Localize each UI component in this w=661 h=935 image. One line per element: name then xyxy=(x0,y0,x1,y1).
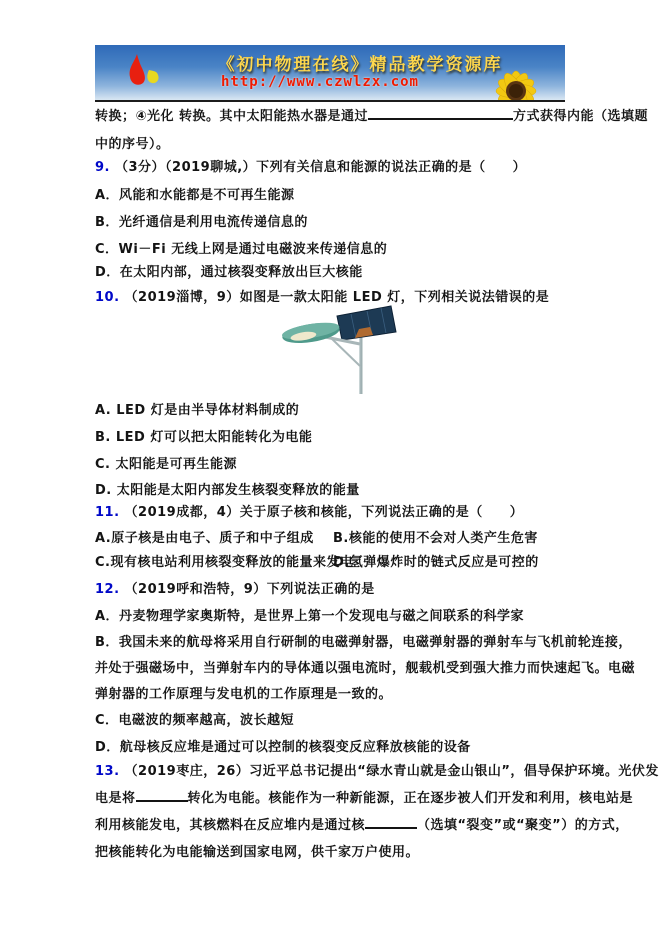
question-12-number: 12. xyxy=(95,582,120,597)
banner-title: 《初中物理在线》精品教学资源库 xyxy=(217,55,503,75)
intro-line-1-tail: 方式获得内能（选填题 xyxy=(513,109,649,124)
question-13-number: 13. xyxy=(95,764,120,779)
question-11-option-d: D.氢弹爆炸时的链式反应是可控的 xyxy=(333,555,539,570)
question-13-line-4: 把核能转化为电能输送到国家电网，供千家万户使用。 xyxy=(95,845,420,860)
question-11-option-a: A.原子核是由电子、质子和中子组成 xyxy=(95,531,314,546)
question-9-stem xyxy=(95,156,526,175)
question-11-text: （2019成都，4）关于原子核和核能，下列说法正确的是（ ） xyxy=(124,505,524,520)
question-11-number: 11. xyxy=(95,505,120,520)
question-10-option-b: B. LED 灯可以把太阳能转化为电能 xyxy=(95,430,313,445)
question-9-text: （3分）（2019聊城,）下列有关信息和能源的说法正确的是（ ） xyxy=(114,160,527,175)
question-13-line-2-text: 电是将 xyxy=(95,791,136,806)
question-13-line-2-tail: 转化为电能。核能作为一种新能源，正在逐步被人们开发和利用，核电站是 xyxy=(187,791,634,806)
question-13-line-3-text: 利用核能发电，其核燃料在反应堆内是通过核 xyxy=(95,818,366,833)
fill-in-blank xyxy=(365,817,417,829)
question-12-option-b-line-1: B．我国未来的航母将采用自行研制的电磁弹射器，电磁弹射器的弹射车与飞机前轮连接， xyxy=(95,635,632,650)
fill-in-blank xyxy=(136,790,188,802)
question-10-option-d: D. 太阳能是太阳内部发生核裂变释放的能量 xyxy=(95,483,360,498)
question-9-number: 9. xyxy=(95,160,110,175)
question-10-option-c: C. 太阳能是可再生能源 xyxy=(95,457,238,472)
fill-in-blank xyxy=(368,108,513,120)
question-10-option-a: A. LED 灯是由半导体材料制成的 xyxy=(95,403,300,418)
question-12-option-b-line-3: 弹射器的工作原理与发电机的工作原理是一致的。 xyxy=(95,687,393,702)
question-13-line-3-tail: （选填“裂变”或“聚变”）的方式， xyxy=(417,818,629,833)
intro-line-1 xyxy=(95,105,648,124)
question-12-option-b-line-2: 并处于强磁场中，当弹射车内的导体通以强电流时，舰载机受到强大推力而快速起飞。电磁 xyxy=(95,661,636,676)
sunflower-image xyxy=(488,57,550,102)
question-13-line-1-text: （2019枣庄，26）习近平总书记提出“绿水青山就是金山银山”，倡导保护环境。光伏发 xyxy=(124,764,659,779)
banner-url-link[interactable]: http://www.czwlzx.com xyxy=(220,74,419,90)
question-12-option-d: D．航母核反应堆是通过可以控制的核裂变反应释放核能的设备 xyxy=(95,740,471,755)
question-13-line-1 xyxy=(95,760,659,779)
intro-line-2: 中的序号）。 xyxy=(95,137,170,152)
question-9-option-a: A．风能和水能都是不可再生能源 xyxy=(95,188,295,203)
question-11-stem xyxy=(95,501,523,520)
question-11-options-row-2 xyxy=(95,551,539,570)
question-10-text: （2019淄博，9）如图是一款太阳能 LED 灯，下列相关说法错误的是 xyxy=(124,290,550,305)
question-11-option-b: B.核能的使用不会对人类产生危害 xyxy=(333,531,538,546)
question-9-option-c: C．Wi－Fi 无线上网是通过电磁波来传递信息的 xyxy=(95,242,388,257)
site-banner xyxy=(95,45,565,102)
question-11-option-c: C.现有核电站利用核裂变释放的能量来发电 xyxy=(95,555,354,570)
question-12-text: （2019呼和浩特，9）下列说法正确的是 xyxy=(124,582,375,597)
intro-line-1-text: 转换；④光化 转换。其中太阳能热水器是通过 xyxy=(95,109,369,124)
question-10-number: 10. xyxy=(95,290,120,305)
question-13-line-3 xyxy=(95,814,629,833)
question-12-stem xyxy=(95,578,375,597)
question-9-option-b: B．光纤通信是利用电流传递信息的 xyxy=(95,215,308,230)
question-9-option-d: D．在太阳内部，通过核裂变释放出巨大核能 xyxy=(95,265,363,280)
question-12-option-a: A．丹麦物理学家奥斯特，是世界上第一个发现电与磁之间联系的科学家 xyxy=(95,609,525,624)
question-11-options-row-1 xyxy=(95,527,538,546)
question-13-line-2 xyxy=(95,787,633,806)
solar-led-lamp-image xyxy=(275,302,397,396)
question-12-option-c: C．电磁波的频率越高，波长越短 xyxy=(95,713,295,728)
